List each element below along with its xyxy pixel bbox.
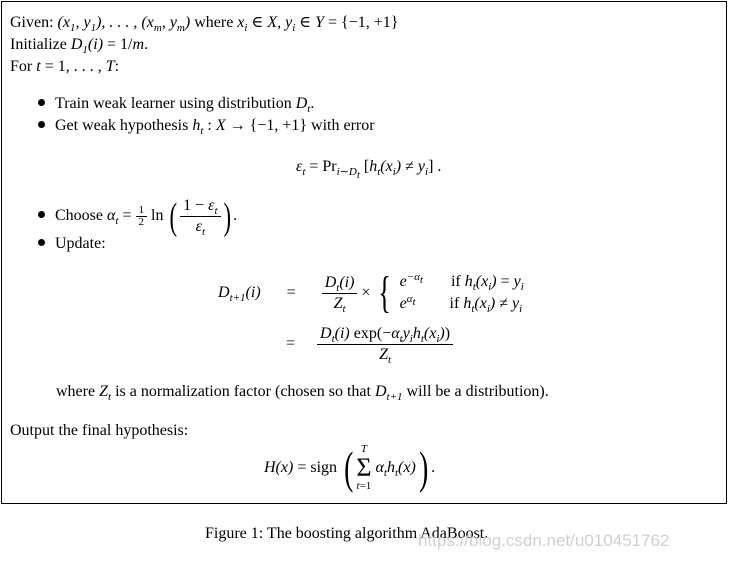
initialize-formula: $D_1(i) = 1/m$. [70,36,149,57]
watermark-url: https://blog.csdn.net/u010451762 [418,531,670,550]
bullet-dot [38,211,45,218]
figure-caption: Figure 1: The boosting algorithm AdaBoost. [205,525,489,542]
for-range: t = 1, . . . , T: [36,58,120,75]
cases-brace: { [378,268,392,318]
output-text: Output the final hypothesis: [10,422,189,439]
given-label: Given: [10,14,54,31]
for-line [10,57,119,77]
update-cases: $e^{-\alpha_t}$ if $h_t(x_i) = y_i$ $e^{\alpha_t}$ if $h_t(x_i) \ne y_i$ [399,271,524,316]
update-label: Update: [55,235,106,252]
for-label: For [10,58,33,75]
update-equals: = [286,284,296,301]
update-equals-2: = [286,335,296,352]
choose-label: Choose [55,207,103,225]
update-equation-2 [286,322,453,366]
bullet-dot [38,121,45,128]
given-pairs: ($x_1$, $y_1$), . . . , ($x_m$, $y_m$) [57,14,191,35]
given-membership: $x_i$ ∈ X, $y_i$ ∈ Y = {−1, +1} [237,14,399,35]
initialize-line [10,35,148,55]
weak-hyp-formula: $h_t$ : X → {−1, +1} [192,117,308,138]
bullet-update [38,234,106,254]
bullet-train [38,94,314,114]
bullet-choose [38,196,237,237]
weak-hyp-label: Get weak hypothesis [55,117,189,134]
bullet-weak-hypothesis [38,116,375,136]
update-equation-1 [218,268,524,318]
update-second-fraction: $\frac{D_t(i) \exp(-\alpha_ty_ih_t(x_i))}{Z_t}$ [317,324,453,365]
update-lhs: $D_{t+1}(i)$ [218,284,261,305]
given-where: where [194,14,234,31]
train-text: Train weak learner using distribution $D_t$. [55,95,315,116]
choose-formula: $\alpha_t$ = $\frac{1}{2}$ ln ( $\frac{1 - \varepsilon_t}{\varepsilon_t}$ ) . [107,195,238,239]
initialize-label: Initialize [10,36,67,53]
bullet-dot [38,99,45,106]
final-hypothesis-equation: H(x) = sign ( T Σ t=1 $\alpha_th_t(x)$) . [264,442,436,494]
given-line [10,13,398,33]
update-fraction: $\frac{D_t(i)}{Z_t}$ [322,273,358,314]
weak-hyp-tail: with error [311,117,375,134]
update-times: × [361,284,371,301]
error-equation: $\varepsilon_t = Pr_{i\sim D_t}$ $[h_t(x_i) \ne y_i]$ . [296,158,442,182]
bullet-dot [38,239,45,246]
normalization-text: where $Z_t$ is a normalization factor (chosen so that $D_{t+1}$ will be a distribution). [56,383,549,404]
